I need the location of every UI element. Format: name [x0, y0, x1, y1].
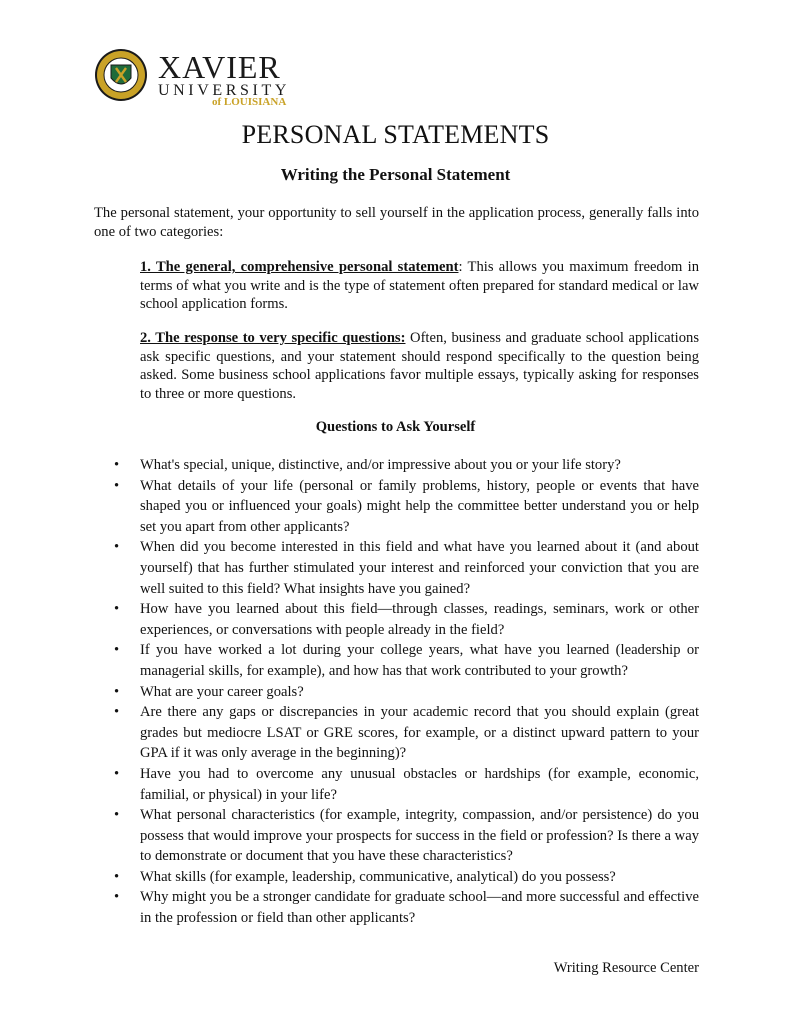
category-text: Often, business and graduate school applications ask specific questions, and your statement should respond specifically to the question being asked. Some business school applications favor multiple essays, typically asking for responses to three or more questions.	[140, 330, 699, 402]
list-item	[94, 867, 699, 888]
logo-line3: of LOUISIANA	[212, 96, 287, 106]
question-text: Why might you be a stronger candidate for graduate school—and more successful and effective in the profession or field than other applicants?	[140, 889, 699, 927]
page-title: PERSONAL STATEMENTS	[241, 120, 550, 149]
list-item	[94, 599, 699, 640]
question-text: If you have worked a lot during your college years, what have you learned (leadership or managerial skills, for example), and how has that work contributed to your growth?	[140, 642, 699, 679]
question-text: What are your career goals?	[140, 683, 304, 700]
list-item	[94, 682, 699, 703]
list-item	[94, 640, 699, 681]
bullet-icon: •	[114, 477, 120, 494]
list-item	[94, 702, 699, 764]
bullet-icon: •	[114, 704, 120, 721]
bullet-icon: •	[114, 539, 120, 556]
bullet-icon: •	[114, 889, 120, 906]
bullet-icon: •	[114, 807, 120, 824]
category-separator: :	[458, 259, 463, 275]
page-subtitle: Writing the Personal Statement	[280, 165, 511, 184]
question-text: Have you had to overcome any unusual obstacles or hardships (for example, economic, familial, or physical) in your life?	[140, 765, 699, 803]
bullet-icon: •	[114, 601, 120, 618]
bullet-icon: •	[114, 683, 120, 700]
question-text: When did you become interested in this field and what have you learned about it (and about yourself) that has further stimulated your interest and reinforced your conviction that you are well suited to this field? What insights have you gained?	[140, 539, 699, 597]
category-specific-questions	[140, 329, 699, 403]
questions-list	[94, 455, 699, 929]
bullet-icon: •	[114, 457, 120, 473]
category-lead: 2. The response to very specific questions:	[140, 330, 406, 346]
bullet-icon: •	[114, 765, 120, 782]
list-item	[94, 805, 699, 867]
question-text: What's special, unique, distinctive, and/or impressive about you or your life story?	[140, 457, 621, 473]
bullet-icon: •	[114, 868, 120, 885]
logo-line2: UNIVERSITY	[158, 82, 290, 99]
list-item	[94, 764, 699, 805]
bullet-icon: •	[114, 642, 120, 659]
questions-heading: Questions to Ask Yourself	[315, 419, 476, 435]
footer-label: Writing Resource Center	[553, 960, 699, 976]
intro-paragraph: The personal statement, your opportunity to sell yourself in the application process, generally falls into one of two categories:	[94, 205, 699, 240]
xavier-university-logo	[94, 48, 300, 106]
question-text: What personal characteristics (for example, integrity, compassion, and/or persistence) do you possess that would improve your prospects for success in the field or profession? Is there a way to demonstrate or document that you have these characteristics?	[140, 807, 699, 865]
list-item	[94, 537, 699, 599]
question-text: How have you learned about this field—through classes, readings, seminars, work or other experiences, or conversations with people already in the field?	[140, 601, 699, 638]
question-text: Are there any gaps or discrepancies in your academic record that you should explain (great grades but mediocre LSAT or GRE scores, for example, or a distinct upward pattern to your GPA if it was only average in the beginning)?	[140, 704, 699, 762]
question-text: What skills (for example, leadership, communicative, analytical) do you possess?	[140, 868, 616, 885]
category-lead: 1. The general, comprehensive personal statement	[140, 259, 459, 275]
list-item	[94, 476, 699, 538]
logo-name: XAVIER	[158, 49, 281, 85]
list-item	[94, 455, 699, 476]
category-text: This allows you maximum freedom in terms of what you write and is the type of statement often prepared for standard medical or law school application forms.	[140, 259, 700, 312]
university-seal-and-wordmark	[94, 48, 300, 106]
question-text: What details of your life (personal or family problems, history, people or events that have shaped you or influenced your goals) might help the committee better understand you or help set you apart from other applicants?	[140, 477, 699, 535]
list-item	[94, 887, 699, 928]
category-general-statement	[140, 258, 699, 314]
